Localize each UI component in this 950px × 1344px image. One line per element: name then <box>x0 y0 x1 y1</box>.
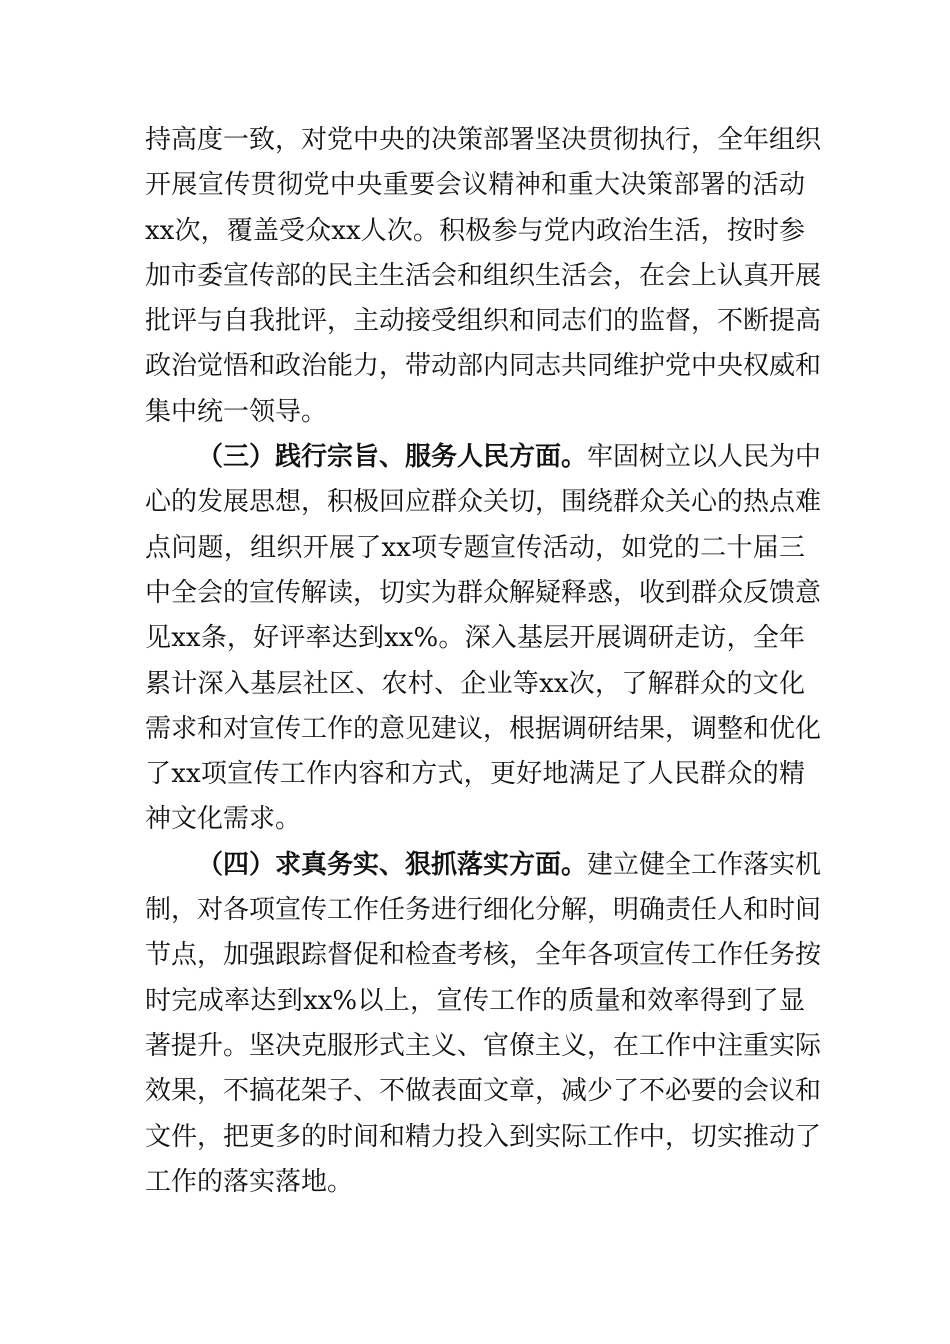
text-line: 工作的落实落地。 <box>145 1166 354 1197</box>
text-line <box>145 843 822 888</box>
text-line: 心的发展思想，积极回应群众关切，围绕群众关心的热点难 <box>145 487 822 518</box>
text-line: 累计深入基层社区、农村、企业等xx次，了解群众的文化 <box>145 668 805 699</box>
section-heading-four: （四）求真务实、狠抓落实方面。 <box>197 849 588 880</box>
text-line: 时完成率达到xx%以上，宣传工作的质量和效率得到了显 <box>145 985 805 1016</box>
text-line: 著提升。坚决克服形式主义、官僚主义，在工作中注重实际 <box>145 1030 822 1061</box>
text-line: 了xx项宣传工作内容和方式，更好地满足了人民群众的精 <box>145 759 805 790</box>
text-line: 见xx条，好评率达到xx%。深入基层开展调研走访，全年 <box>145 623 805 654</box>
text-span: 牢固树立以人民为中 <box>587 442 822 473</box>
text-line: 持高度一致，对党中央的决策部署坚决贯彻执行，全年组织 <box>145 125 822 155</box>
text-line: 集中统一领导。 <box>145 396 328 427</box>
text-line: 政治觉悟和政治能力，带动部内同志共同维护党中央权威和 <box>145 351 822 382</box>
text-line: 点问题，组织开展了xx项专题宣传活动，如党的二十届三 <box>145 532 805 563</box>
paragraph-serve-people <box>145 435 822 843</box>
text-line: 文件，把更多的时间和精力投入到实际工作中，切实推动了 <box>145 1121 822 1152</box>
text-line: 效果，不搞花架子、不做表面文章，减少了不必要的会议和 <box>145 1076 822 1107</box>
text-line: 中全会的宣传解读，切实为群众解疑释惑，收到群众反馈意 <box>145 577 822 608</box>
text-line: 节点，加强跟踪督促和检查考核，全年各项宣传工作任务按 <box>145 940 822 971</box>
section-heading-three: （三）践行宗旨、服务人民方面。 <box>197 442 588 473</box>
text-span: 建立健全工作落实机 <box>587 849 822 880</box>
text-line: 开展宣传贯彻党中央重要会议精神和重大决策部署的活动 <box>145 170 805 201</box>
text-line: 制，对各项宣传工作任务进行细化分解，明确责任人和时间 <box>145 895 822 926</box>
text-line: 神文化需求。 <box>145 804 302 835</box>
text-line: 批评与自我批评，主动接受组织和同志们的监督，不断提高 <box>145 306 822 337</box>
document-body <box>145 118 822 1205</box>
paragraph-political-loyalty <box>145 118 822 435</box>
text-line: 加市委宣传部的民主生活会和组织生活会，在会上认真开展 <box>145 260 822 291</box>
paragraph-practical-work <box>145 843 822 1205</box>
text-line <box>145 435 822 480</box>
text-line: 需求和对宣传工作的意见建议，根据调研结果，调整和优化 <box>145 713 822 744</box>
text-line: xx次，覆盖受众xx人次。积极参与党内政治生活，按时参 <box>145 215 805 246</box>
